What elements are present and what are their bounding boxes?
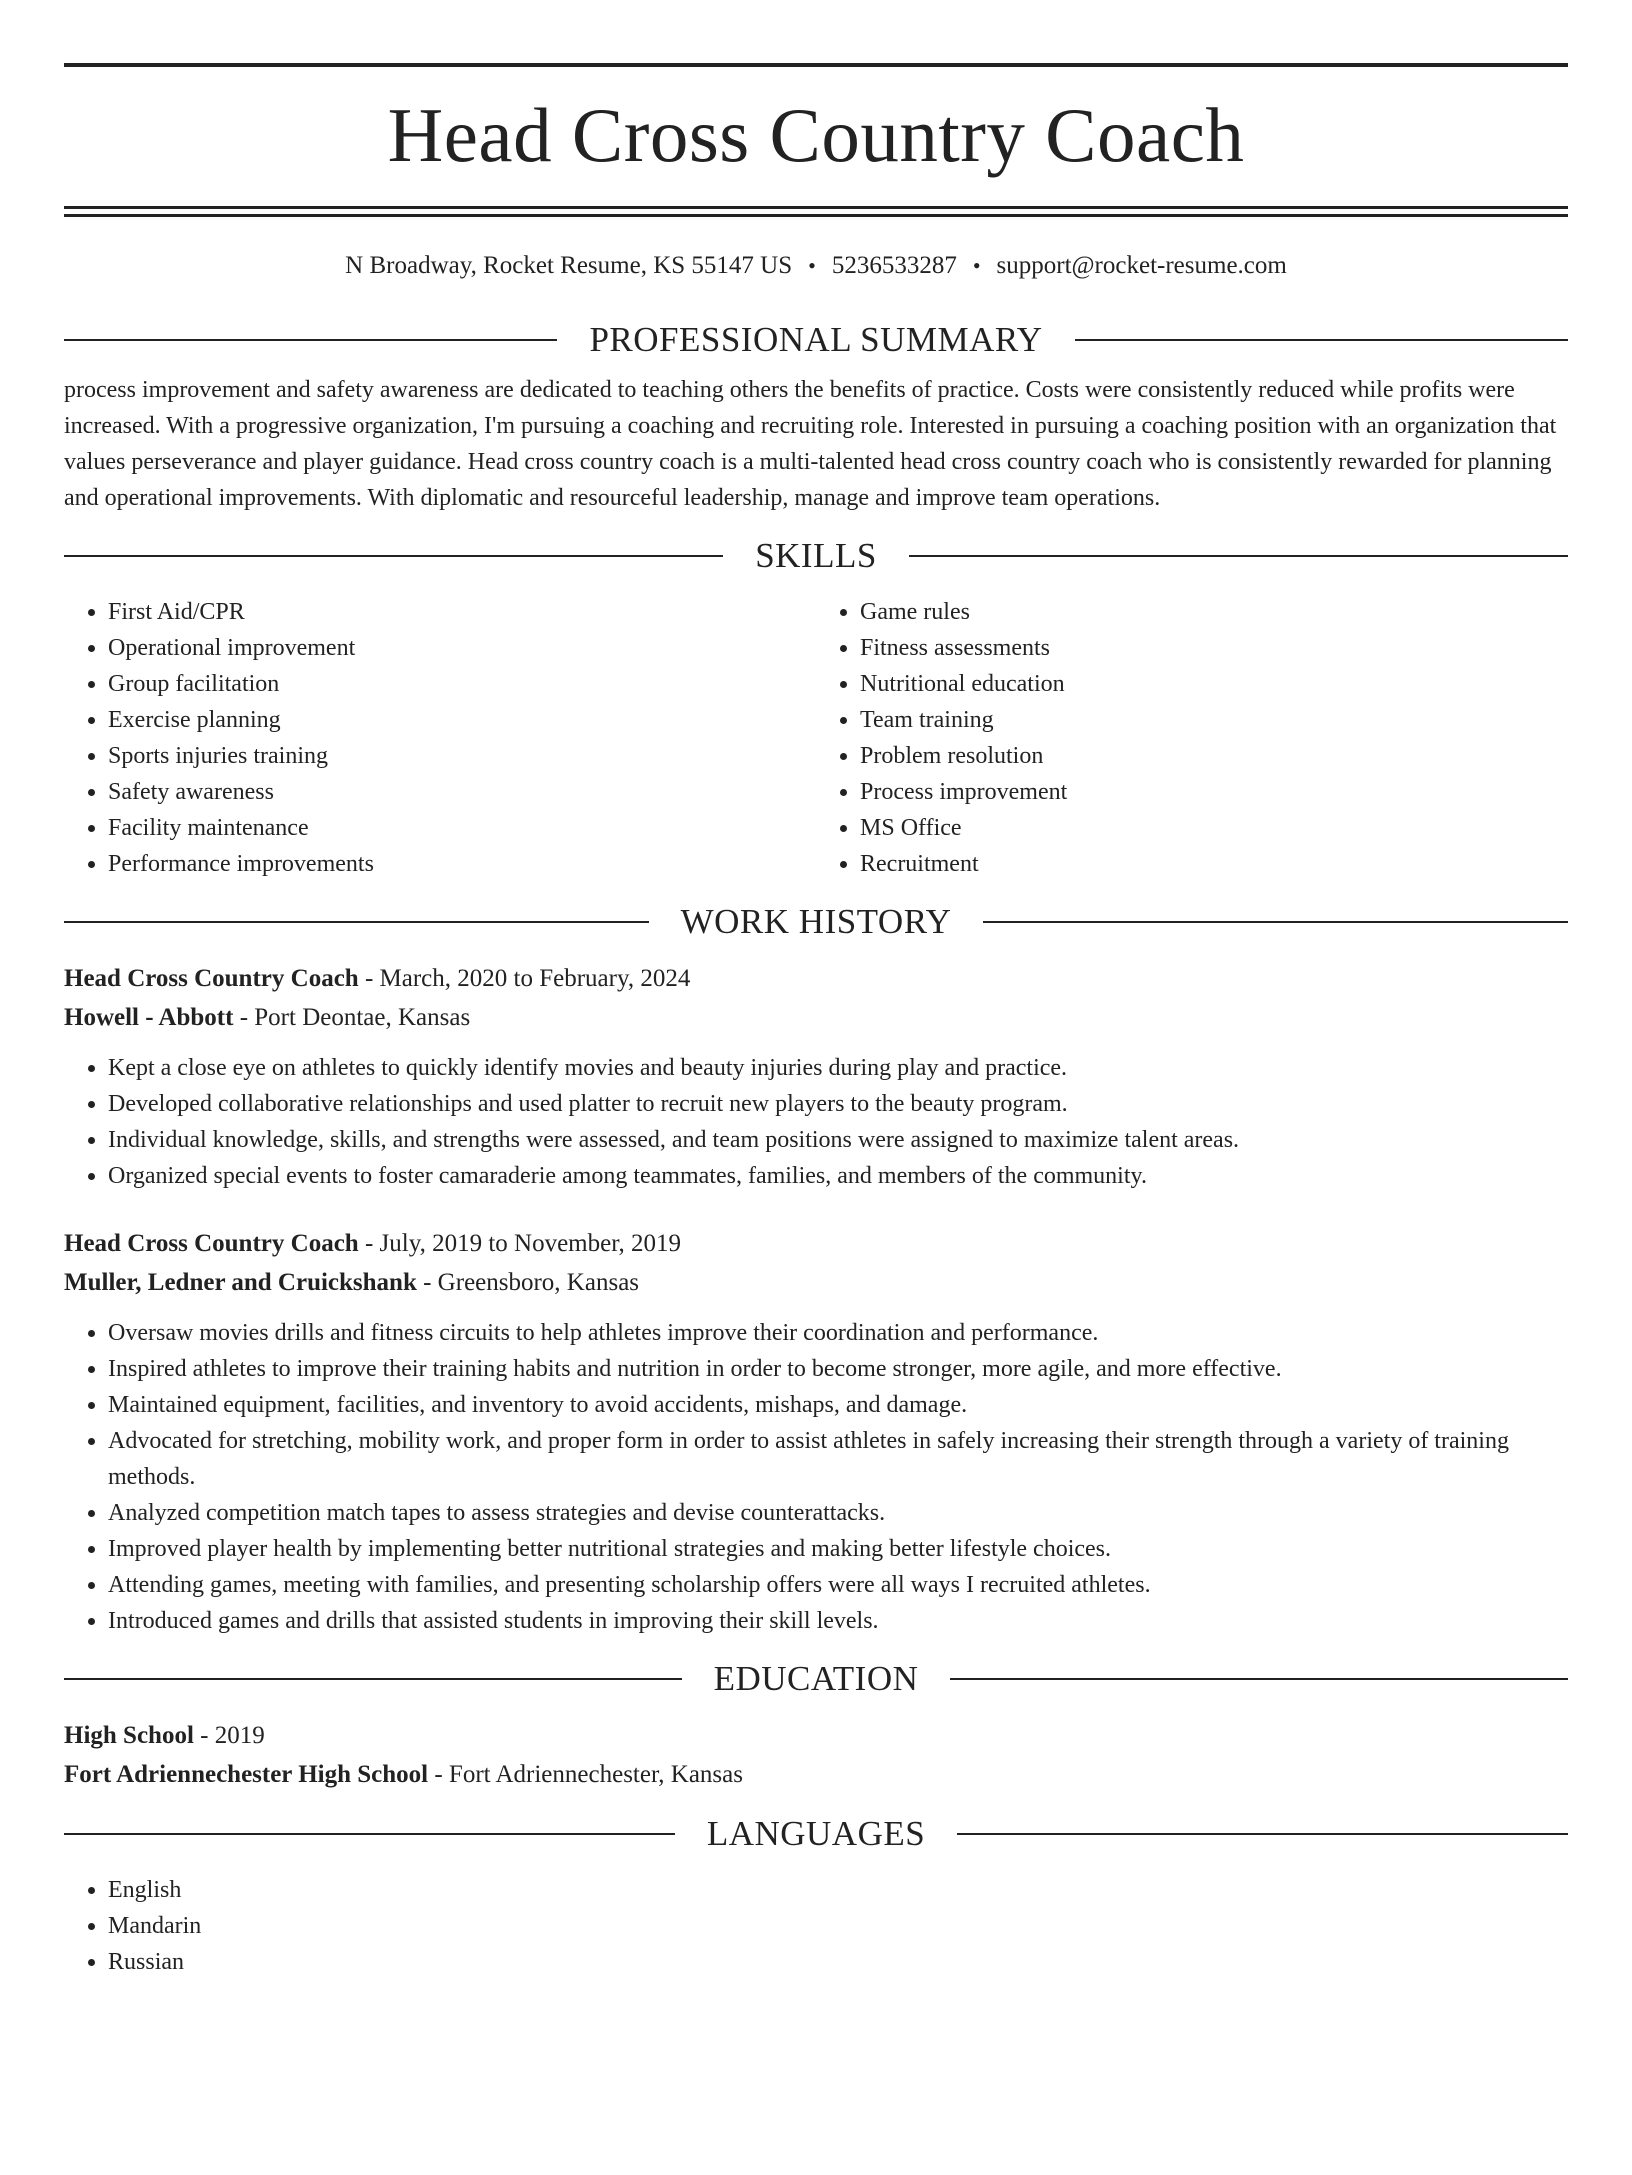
summary-text: process improvement and safety awareness are dedicated to teaching others the benefits of practice. Costs were consistently reduced while profits were increased. With a progressive organization, I'm pursuing a coaching and recruiting role. Interested in pursuing a coaching position with an organization that values perseverance and player guidance. Head cross country coach is a multi-talented head cross country coach who is consistently rewarded for planning and operational improvements. With diplomatic and resourceful leadership, manage and improve team operations. <box>64 377 1557 511</box>
job-bullet: • Improved player health by implementing better nutritional strategies and making better lifestyle choices. <box>108 1531 1568 1567</box>
job-bullet: • Maintained equipment, facilities, and inventory to avoid accidents, mishaps, and damage. <box>108 1387 1568 1423</box>
job-dates: - March, 2020 to February, 2024 <box>358 965 691 992</box>
education-location: - Fort Adriennechester, Kansas <box>428 1761 743 1788</box>
resume-page <box>0 63 1632 1980</box>
skill-item: • Exercise planning <box>108 702 816 738</box>
header-rule <box>909 555 1568 557</box>
job-entry <box>64 959 1568 1194</box>
skill-item: • Problem resolution <box>860 738 1568 774</box>
job-dates: - July, 2019 to November, 2019 <box>358 1230 682 1257</box>
skill-item: • MS Office <box>860 810 1568 846</box>
education-degree: High School <box>64 1722 194 1749</box>
skills-section-header <box>64 536 1568 576</box>
top-rule <box>64 63 1568 67</box>
language-item: • Mandarin <box>108 1908 1568 1944</box>
job-bullets <box>64 1315 1568 1639</box>
skill-item: • Fitness assessments <box>860 630 1568 666</box>
header-rule <box>1075 339 1568 341</box>
education-school: Fort Adriennechester High School <box>64 1761 429 1788</box>
job-bullets <box>64 1050 1568 1194</box>
job-bullet: • Kept a close eye on athletes to quickly identify movies and beauty injuries during play and practice. <box>108 1050 1568 1086</box>
job-bullet: • Oversaw movies drills and fitness circuits to help athletes improve their coordination and performance. <box>108 1315 1568 1351</box>
skill-item: • Game rules <box>860 594 1568 630</box>
contact-email: support@rocket-resume.com <box>996 252 1287 279</box>
job-bullet: • Introduced games and drills that assisted students in improving their skill levels. <box>108 1603 1568 1639</box>
language-item: • English <box>108 1872 1568 1908</box>
skill-item: • Nutritional education <box>860 666 1568 702</box>
skill-item: • Sports injuries training <box>108 738 816 774</box>
languages-list <box>64 1872 1568 1980</box>
job-bullet: • Developed collaborative relationships and used platter to recruit new players to the beauty program. <box>108 1086 1568 1122</box>
skills-list-right <box>816 594 1568 882</box>
job-bullet: • Advocated for stretching, mobility work, and proper form in order to assist athletes in safely increasing their strength through a variety of training methods. <box>108 1423 1568 1495</box>
education-degree-line <box>64 1716 1568 1755</box>
header-rule <box>950 1678 1568 1680</box>
languages-section-header <box>64 1814 1568 1854</box>
summary-section-header <box>64 320 1568 360</box>
header-rule <box>64 555 723 557</box>
skill-item: • Team training <box>860 702 1568 738</box>
header-rule <box>64 1833 675 1835</box>
contact-line <box>64 251 1568 281</box>
job-title-line <box>64 1224 1568 1263</box>
skill-item: • Process improvement <box>860 774 1568 810</box>
job-bullet: • Inspired athletes to improve their training habits and nutrition in order to become stronger, more agile, and more effective. <box>108 1351 1568 1387</box>
languages-title: LANGUAGES <box>706 1814 926 1853</box>
contact-address: N Broadway, Rocket Resume, KS 55147 US <box>345 252 793 279</box>
header-rule <box>957 1833 1568 1835</box>
contact-separator: • <box>808 253 816 278</box>
language-item: • Russian <box>108 1944 1568 1980</box>
skills-list-left <box>64 594 816 882</box>
skill-item: • Facility maintenance <box>108 810 816 846</box>
job-title-line <box>64 959 1568 998</box>
education-school-line <box>64 1755 1568 1794</box>
skill-item: • Operational improvement <box>108 630 816 666</box>
job-company-line <box>64 998 1568 1037</box>
job-company: Muller, Ledner and Cruickshank <box>64 1269 417 1296</box>
contact-phone: 5236533287 <box>831 252 957 279</box>
header-rule <box>64 339 557 341</box>
header-rule <box>64 921 649 923</box>
job-company-line <box>64 1263 1568 1302</box>
education-year: - 2019 <box>193 1722 265 1749</box>
job-company: Howell - Abbott <box>64 1004 234 1031</box>
skills-columns <box>64 594 1568 882</box>
contact-separator: • <box>972 253 981 278</box>
header-rule <box>64 1678 682 1680</box>
double-rule <box>64 206 1568 217</box>
job-bullet: • Individual knowledge, skills, and strengths were assessed, and team positions were assigned to maximize talent areas. <box>108 1122 1568 1158</box>
job-bullet: • Attending games, meeting with families, and presenting scholarship offers were all ways I recruited athletes. <box>108 1567 1568 1603</box>
job-role: Head Cross Country Coach <box>64 965 359 992</box>
skill-item: • Recruitment <box>860 846 1568 882</box>
job-bullet: • Organized special events to foster camaraderie among teammates, families, and members of the community. <box>108 1158 1568 1194</box>
resume-name: Head Cross Country Coach <box>387 92 1245 178</box>
education-section-header <box>64 1659 1568 1699</box>
job-location: - Greensboro, Kansas <box>416 1269 640 1296</box>
header-rule <box>983 921 1568 923</box>
job-role: Head Cross Country Coach <box>64 1230 359 1257</box>
job-location: - Port Deontae, Kansas <box>233 1004 471 1031</box>
work-section-header <box>64 902 1568 942</box>
skill-item: • First Aid/CPR <box>108 594 816 630</box>
skill-item: • Group facilitation <box>108 666 816 702</box>
skills-title: SKILLS <box>755 536 877 575</box>
summary-title: PROFESSIONAL SUMMARY <box>589 320 1043 359</box>
skill-item: • Performance improvements <box>108 846 816 882</box>
work-title: WORK HISTORY <box>680 902 952 941</box>
skill-item: • Safety awareness <box>108 774 816 810</box>
job-entry <box>64 1224 1568 1639</box>
education-entry <box>64 1716 1568 1794</box>
job-bullet: • Analyzed competition match tapes to assess strategies and devise counterattacks. <box>108 1495 1568 1531</box>
education-title: EDUCATION <box>713 1659 919 1698</box>
